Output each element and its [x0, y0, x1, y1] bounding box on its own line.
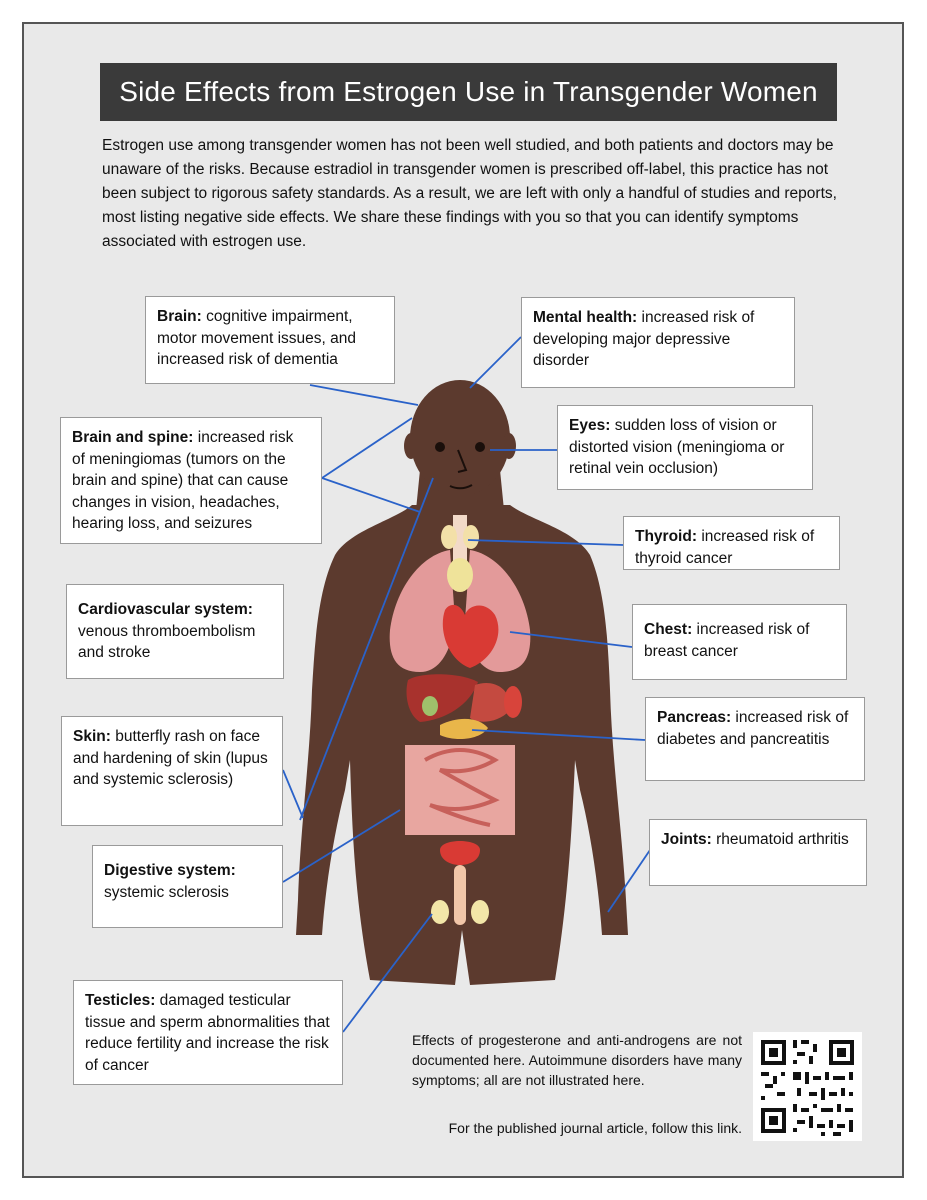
- mental-health-box: [521, 297, 795, 388]
- testicles-label: Testicles:: [85, 992, 156, 1009]
- title-text: Side Effects from Estrogen Use in Transgender Women: [119, 76, 818, 107]
- cardio-label: Cardiovascular system:: [78, 601, 253, 618]
- qr-code[interactable]: [753, 1032, 862, 1141]
- thyroid-text: increased risk of thyroid cancer: [635, 528, 815, 567]
- intestines: [405, 745, 515, 835]
- footer-note: Effects of progesterone and anti-androgens are not documented here. Autoimmune disorders have many symptoms; all are not illustrated here.: [412, 1032, 742, 1088]
- joints-text: rheumatoid arthritis: [716, 831, 849, 848]
- pancreas-text: increased risk of diabetes and pancreatitis: [657, 709, 849, 748]
- thyroid-label: Thyroid:: [635, 528, 697, 545]
- cardio-text: venous thromboembolism and stroke: [78, 622, 256, 661]
- joints-box: [649, 819, 867, 886]
- thyroid-box: [623, 516, 840, 570]
- chest-box: [632, 604, 847, 680]
- brain-spine-box: [60, 417, 322, 544]
- brain-text: cognitive impairment, motor movement issues, and increased risk of dementia: [157, 308, 357, 368]
- chest-text: increased risk of breast cancer: [644, 621, 810, 660]
- mental-health-text: increased risk of developing major depressive disorder: [533, 309, 755, 369]
- testicles-box: [73, 980, 343, 1085]
- skin-text: butterfly rash on face and hardening of skin (lupus and systemic sclerosis): [73, 728, 268, 788]
- chest-label: Chest:: [644, 621, 693, 638]
- article-link[interactable]: For the published journal article, follow this link.: [448, 1120, 742, 1136]
- eyes-text: sudden loss of vision or distorted vision (meningioma or retinal vein occlusion): [569, 417, 785, 477]
- brain-label: Brain:: [157, 308, 202, 325]
- brain-spine-label: Brain and spine:: [72, 429, 194, 446]
- skin-label: Skin:: [73, 728, 111, 745]
- joints-label: Joints:: [661, 831, 712, 848]
- eyes-label: Eyes:: [569, 417, 611, 434]
- intro-paragraph: Estrogen use among transgender women has not been well studied, and both patients and doctors may be unaware of the risks. Because estradiol in transgender women is prescribed off-label, this practice has not been subject to rigorous safety standards. As a result, we are left with only a handful of studies and reports, most listing negative side effects. We share these findings with you so that you can identify symptoms associated with estrogen use.: [102, 137, 837, 250]
- pancreas-box: [645, 697, 865, 781]
- mental-health-label: Mental health:: [533, 309, 638, 326]
- skin-box: [61, 716, 283, 826]
- brain-box: [145, 296, 395, 384]
- digestive-label: Digestive system:: [104, 862, 236, 879]
- digestive-box: [92, 845, 283, 928]
- testicles-text: damaged testicular tissue and sperm abnormalities that reduce fertility and increase the risk of cancer: [85, 992, 330, 1074]
- digestive-text: systemic sclerosis: [104, 883, 229, 901]
- pancreas-label: Pancreas:: [657, 709, 732, 726]
- brain-spine-text: increased risk of meningiomas (tumors on the brain and spine) that can cause changes in vision, headaches, hearing loss, and seizures: [72, 429, 294, 532]
- eyes-box: [557, 405, 813, 490]
- cardio-box: [66, 584, 284, 679]
